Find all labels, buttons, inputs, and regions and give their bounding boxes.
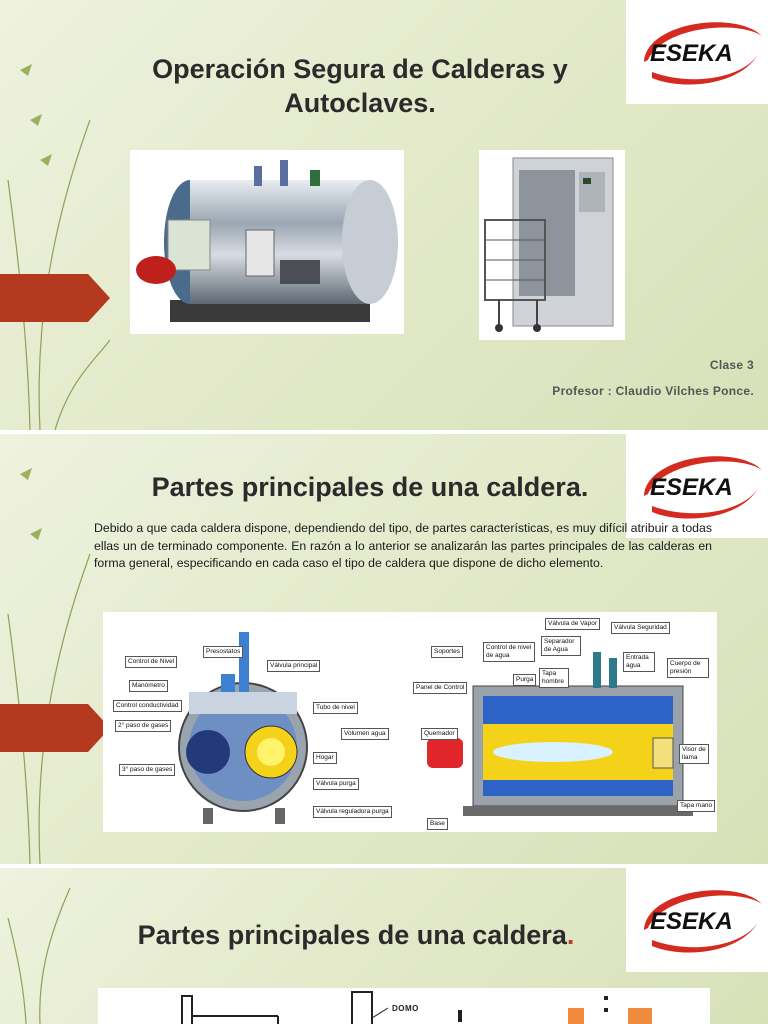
label-tapa-mano: Tapa mano: [677, 800, 715, 812]
label-control-nivel: Control de Nivel: [125, 656, 177, 668]
intro-paragraph: Debido a que cada caldera dispone, dependiendo del tipo, de partes características, es muy difícil atribuir a todas ellas un de terminado componente. En razón a lo anterior se analizarán las partes principales de las calderas en forma general, especificando en cada caso el tipo de caldera que dispone de dicho elemento.: [94, 521, 712, 570]
professor-label: Profesor : Claudio Vilches Ponce.: [552, 384, 754, 398]
page-title-text: Partes principales de una caldera: [137, 920, 567, 950]
label-cuerpo-presion: Cuerpo de presión: [667, 658, 709, 678]
slide-1: [0, 0, 768, 430]
label-hogar: Hogar: [313, 752, 337, 764]
arrow-tab-icon: [0, 274, 110, 322]
slide-2: [0, 434, 768, 864]
label-valvula-vapor: Válvula de Vapor: [545, 618, 600, 630]
label-separador-agua: Separador de Agua: [541, 636, 581, 656]
label-manometro: Manómetro: [129, 680, 168, 692]
label-visor-llama: Visor de llama: [679, 744, 709, 764]
label-tubo-nivel: Tubo de nivel: [313, 702, 358, 714]
slide-3: [0, 868, 768, 1024]
label-base: Base: [427, 818, 448, 830]
eseka-logo: [626, 0, 768, 104]
decorative-vine-icon: [0, 0, 110, 430]
label-entrada-agua: Entrada agua: [623, 652, 655, 672]
label-paso-2: 2° paso de gases: [115, 720, 171, 732]
decorative-vine-icon: [0, 434, 110, 864]
domo-label: DOMO: [392, 1004, 419, 1013]
decorative-vine-icon: [0, 868, 110, 1024]
boiler-parts-diagram: [103, 612, 717, 832]
label-control-conductividad: Control conductividad: [113, 700, 182, 712]
label-valvula-purga: Válvula purga: [313, 778, 359, 790]
logo-text: ESEKA: [650, 40, 733, 67]
page-title: [96, 918, 616, 952]
label-panel-control: Panel de Control: [413, 682, 467, 694]
page-title-dot: .: [566, 920, 575, 950]
label-quemador: Quemador: [421, 728, 458, 740]
page-title: Partes principales de una caldera.: [151, 472, 589, 502]
class-label: Clase 3: [709, 358, 754, 372]
label-purga: Purga: [513, 674, 536, 686]
label-valvula-seguridad: Válvula Seguridad: [611, 622, 670, 634]
label-tapa-hombre: Tapa hombre: [539, 668, 569, 688]
label-soportes: Soportes: [431, 646, 463, 658]
label-paso-3: 3° paso de gases: [119, 764, 175, 776]
page-title: Operación Segura de Calderas y Autoclaves.: [152, 54, 568, 118]
arrow-tab-icon: [0, 704, 110, 752]
autoclave-photo: [479, 150, 625, 340]
boiler-photo: [130, 150, 404, 334]
label-presostatos: Presostatos: [203, 646, 243, 658]
eseka-logo: [626, 868, 768, 972]
label-control-nivel-agua: Control de nivel de agua: [483, 642, 535, 662]
label-valvula-reguladora: Válvula reguladora purga: [313, 806, 392, 818]
logo-text: ESEKA: [650, 908, 733, 935]
logo-text: ESEKA: [650, 474, 733, 501]
label-valvula-principal: Válvula principal: [267, 660, 320, 672]
boiler-drum-diagram: [98, 988, 710, 1024]
label-volumen-agua: Volumen agua: [341, 728, 389, 740]
